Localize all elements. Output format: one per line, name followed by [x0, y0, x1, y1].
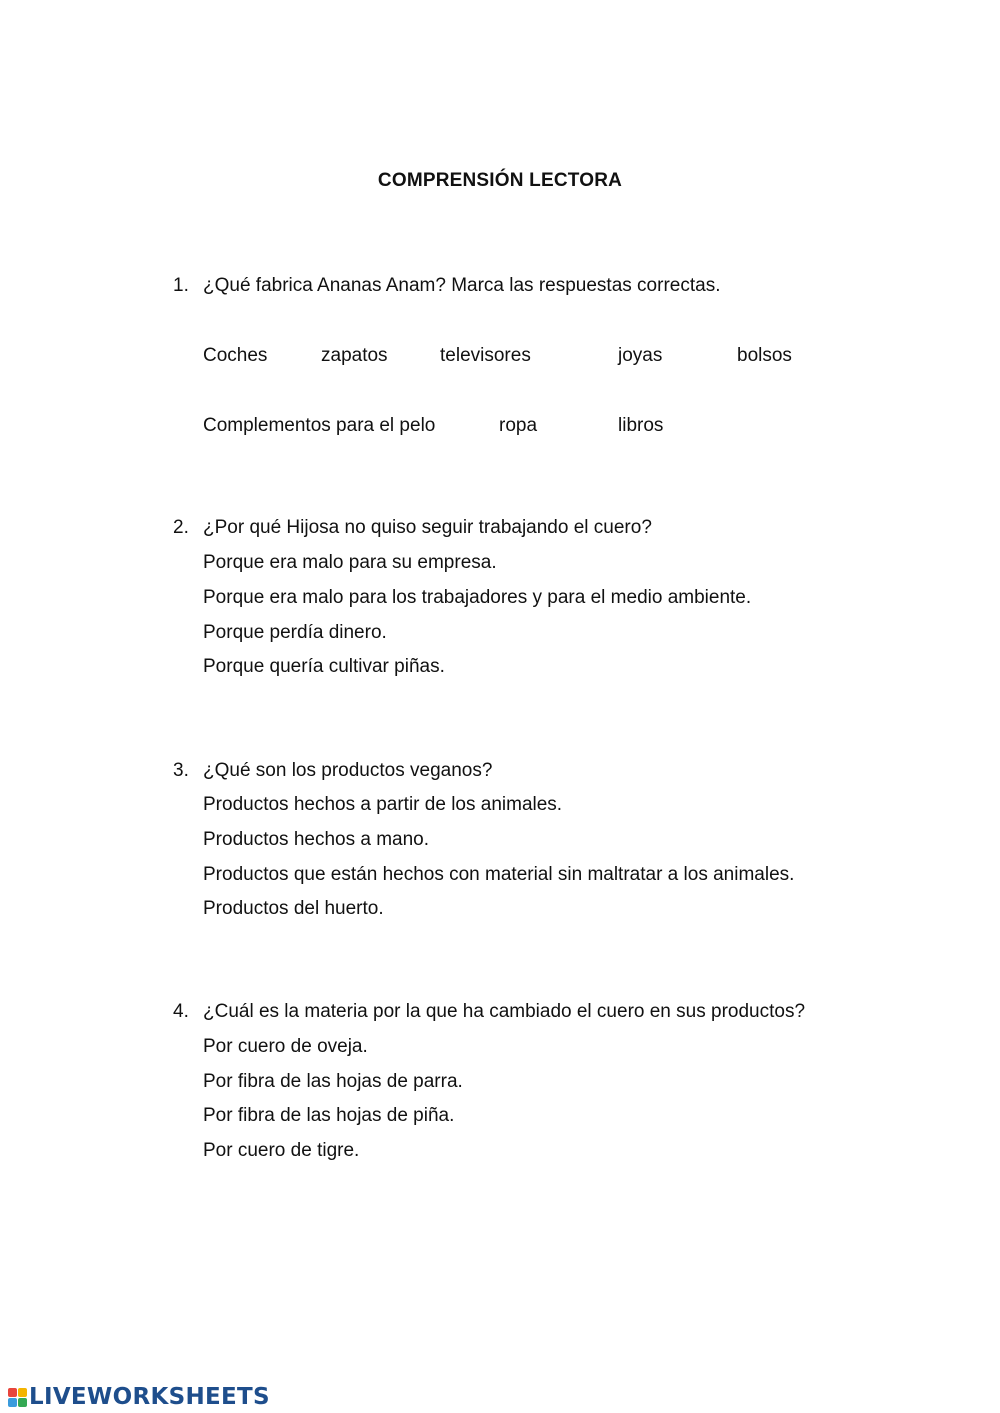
option-televisores[interactable]: televisores: [440, 345, 531, 366]
option-joyas[interactable]: joyas: [618, 345, 663, 366]
answer-option[interactable]: Por fibra de las hojas de parra.: [203, 1071, 463, 1092]
option-ropa[interactable]: ropa: [499, 415, 538, 436]
answer-option[interactable]: Porque perdía dinero.: [203, 622, 387, 643]
question-text: ¿Cuál es la materia por la que ha cambiado el cuero en sus productos?: [203, 1001, 806, 1022]
answer-option[interactable]: Porque era malo para los trabajadores y para el medio ambiente.: [203, 587, 752, 608]
question-number: 2.: [173, 517, 189, 538]
option-bolsos[interactable]: bolsos: [737, 345, 792, 366]
answer-option[interactable]: Productos del huerto.: [203, 898, 384, 919]
answer-option[interactable]: Productos que están hechos con material sin maltratar a los animales.: [203, 864, 795, 885]
answer-option[interactable]: Porque era malo para su empresa.: [203, 552, 497, 573]
page-title: COMPRENSIÓN LECTORA: [377, 170, 623, 191]
logo-tile-icon: [18, 1398, 27, 1407]
question-number: 3.: [173, 760, 189, 781]
question-number: 4.: [173, 1001, 189, 1022]
option-libros[interactable]: libros: [618, 415, 664, 436]
option-zapatos[interactable]: zapatos: [321, 345, 388, 366]
answer-option[interactable]: Por cuero de tigre.: [203, 1140, 360, 1161]
answer-option[interactable]: Productos hechos a partir de los animales.: [203, 794, 563, 815]
answer-option[interactable]: Porque quería cultivar piñas.: [203, 656, 445, 677]
logo-tile-icon: [18, 1388, 27, 1397]
option-coches[interactable]: Coches: [203, 345, 268, 366]
question-text: ¿Por qué Hijosa no quiso seguir trabajando el cuero?: [203, 517, 652, 538]
logo-tile-icon: [8, 1398, 17, 1407]
question-text: ¿Qué fabrica Ananas Anam? Marca las respuestas correctas.: [203, 275, 721, 296]
answer-option[interactable]: Por cuero de oveja.: [203, 1036, 368, 1057]
answer-option[interactable]: Por fibra de las hojas de piña.: [203, 1105, 455, 1126]
logo-text: LIVEWORKSHEETS: [29, 1384, 270, 1410]
logo-grid-icon: [8, 1388, 27, 1407]
question-text: ¿Qué son los productos veganos?: [203, 760, 493, 781]
liveworksheets-logo[interactable]: [8, 1382, 270, 1412]
logo-tile-icon: [8, 1388, 17, 1397]
answer-option[interactable]: Productos hechos a mano.: [203, 829, 430, 850]
option-complementos[interactable]: Complementos para el pelo: [203, 415, 436, 436]
question-number: 1.: [173, 275, 189, 296]
